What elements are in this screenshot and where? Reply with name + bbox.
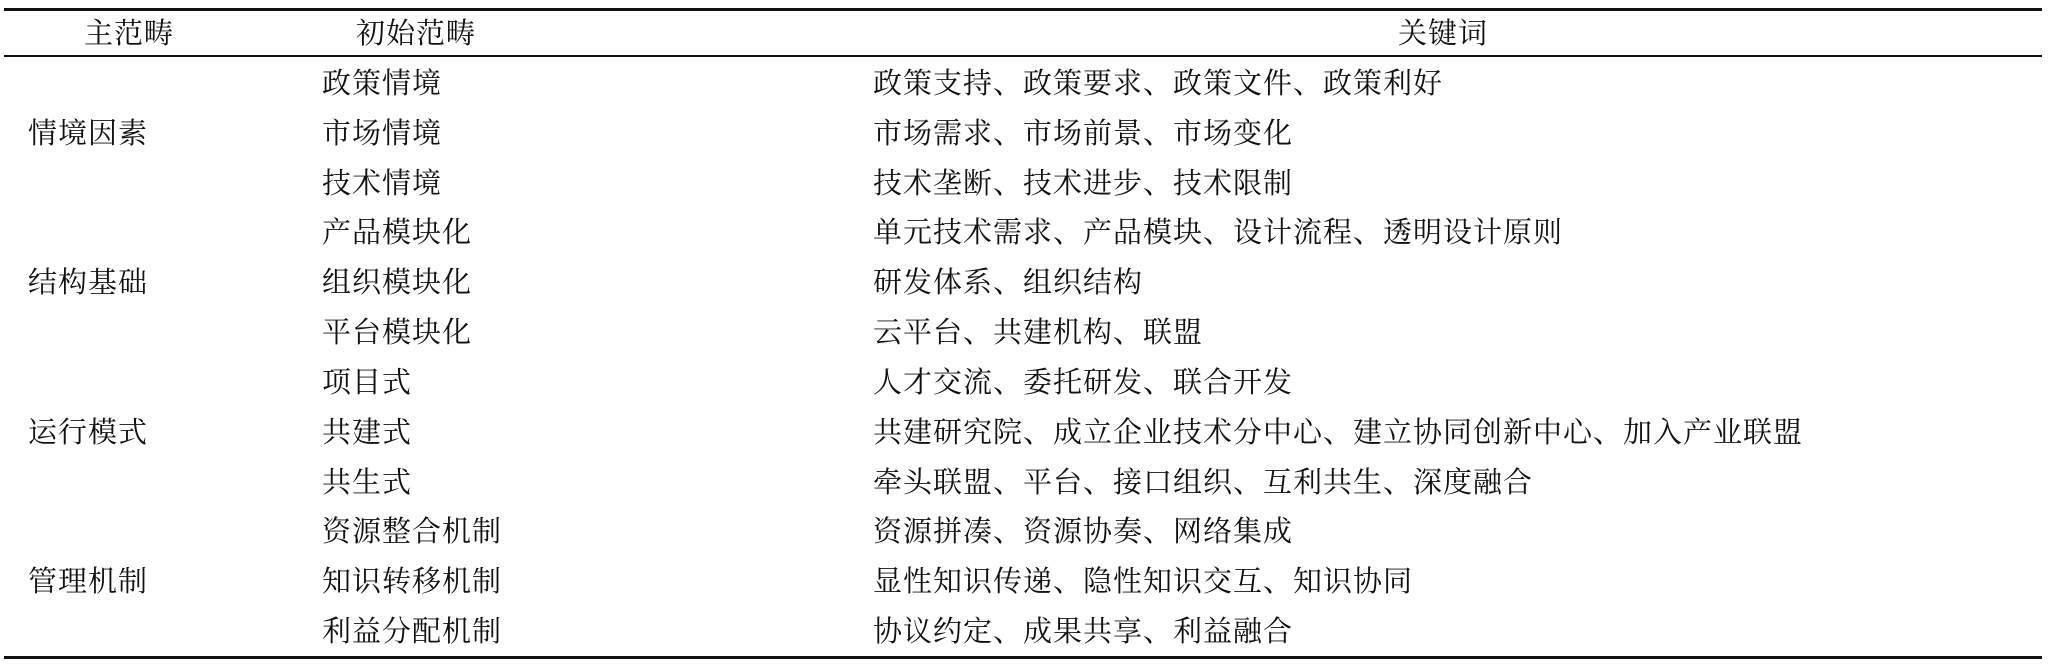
header-keywords: 关键词 xyxy=(1398,16,1489,50)
header-main-category: 主范畴 xyxy=(84,16,175,50)
header-initial-category: 初始范畴 xyxy=(356,16,477,50)
initial-category-cell: 政策情境 xyxy=(322,66,443,100)
keywords-cell: 显性知识传递、隐性知识交互、知识协同 xyxy=(873,564,1414,598)
initial-category-cell: 知识转移机制 xyxy=(322,564,503,598)
main-category-cell: 管理机制 xyxy=(28,564,149,598)
keywords-cell: 资源拼凑、资源协奏、网络集成 xyxy=(873,514,1294,548)
table-header-rule xyxy=(4,55,2042,57)
keywords-cell: 政策支持、政策要求、政策文件、政策利好 xyxy=(873,66,1444,100)
main-category-cell: 结构基础 xyxy=(28,265,149,299)
initial-category-cell: 项目式 xyxy=(322,365,413,399)
initial-category-cell: 组织模块化 xyxy=(322,265,473,299)
initial-category-cell: 技术情境 xyxy=(322,166,443,200)
keywords-cell: 云平台、共建机构、联盟 xyxy=(873,315,1204,349)
main-category-cell: 情境因素 xyxy=(28,116,149,150)
main-category-cell: 运行模式 xyxy=(28,415,149,449)
keywords-cell: 协议约定、成果共享、利益融合 xyxy=(873,614,1294,648)
keywords-cell: 人才交流、委托研发、联合开发 xyxy=(873,365,1294,399)
keywords-cell: 共建研究院、成立企业技术分中心、建立协同创新中心、加入产业联盟 xyxy=(873,415,1804,449)
initial-category-cell: 共建式 xyxy=(322,415,413,449)
table-bottom-rule xyxy=(4,656,2042,659)
keywords-cell: 研发体系、组织结构 xyxy=(873,265,1144,299)
keywords-cell: 市场需求、市场前景、市场变化 xyxy=(873,116,1294,150)
initial-category-cell: 产品模块化 xyxy=(322,215,473,249)
keywords-cell: 牵头联盟、平台、接口组织、互利共生、深度融合 xyxy=(873,465,1534,499)
keywords-cell: 技术垄断、技术进步、技术限制 xyxy=(873,166,1294,200)
initial-category-cell: 资源整合机制 xyxy=(322,514,503,548)
initial-category-cell: 市场情境 xyxy=(322,116,443,150)
initial-category-cell: 共生式 xyxy=(322,465,413,499)
keywords-cell: 单元技术需求、产品模块、设计流程、透明设计原则 xyxy=(873,215,1564,249)
initial-category-cell: 利益分配机制 xyxy=(322,614,503,648)
initial-category-cell: 平台模块化 xyxy=(322,315,473,349)
table-top-rule xyxy=(4,8,2042,11)
